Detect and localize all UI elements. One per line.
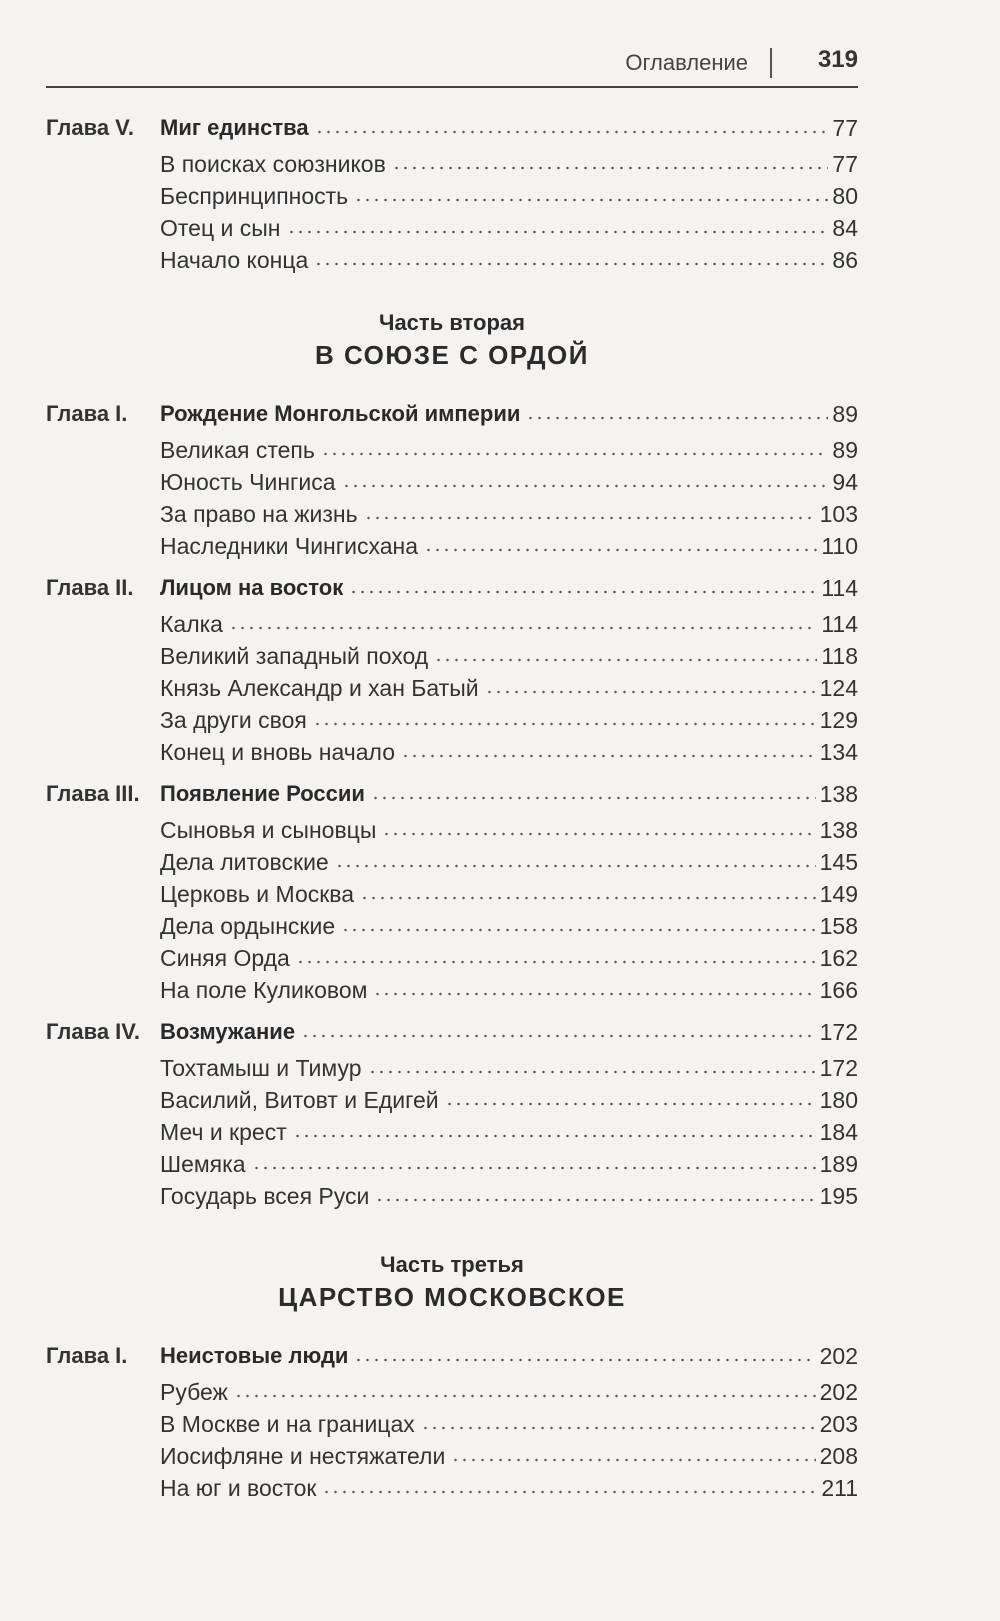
chapter-label: Глава II. — [46, 575, 134, 600]
toc-chapter-row[interactable] — [46, 572, 858, 602]
dot-leader — [401, 752, 816, 760]
entry-page-number: 166 — [819, 977, 858, 1003]
entry-page-number: 138 — [819, 817, 858, 843]
entry-title: На поле Куликовом — [160, 977, 368, 1003]
toc-entry — [160, 1442, 858, 1470]
entry-page-number: 172 — [819, 1055, 858, 1081]
toc-entry-row[interactable] — [46, 1116, 858, 1146]
entry-title: Василий, Витовт и Едигей — [160, 1087, 439, 1113]
dot-leader — [445, 1100, 816, 1108]
dot-leader — [526, 414, 828, 422]
toc-entry-row[interactable] — [46, 704, 858, 734]
chapter-title: Рождение Монгольской империи — [160, 401, 521, 426]
entry-page-number: 162 — [819, 945, 858, 971]
dot-leader — [375, 1196, 815, 1204]
toc-entry — [160, 706, 858, 734]
toc-entry-row[interactable] — [46, 910, 858, 940]
chapter-label: Глава III. — [46, 781, 140, 806]
part-heading — [46, 1252, 858, 1313]
toc-entry — [160, 532, 858, 560]
toc-entry-row[interactable] — [46, 1408, 858, 1438]
entry-page-number: 138 — [819, 781, 858, 807]
toc-entry-row[interactable] — [46, 942, 858, 972]
dot-leader — [229, 624, 817, 632]
entry-page-number: 202 — [819, 1379, 858, 1405]
dot-leader — [314, 260, 828, 268]
entry-page-number: 134 — [819, 739, 858, 765]
entry-page-number: 110 — [821, 533, 858, 559]
toc-entry-row[interactable] — [46, 180, 858, 210]
toc-entry-row[interactable] — [46, 814, 858, 844]
entry-page-number: 89 — [832, 437, 858, 463]
entry-page-number: 89 — [832, 401, 858, 427]
toc-entry-row[interactable] — [46, 1052, 858, 1082]
dot-leader — [349, 588, 817, 596]
toc-entry — [160, 214, 858, 242]
chapter-title: Миг единства — [160, 115, 309, 140]
entry-page-number: 211 — [821, 1475, 858, 1501]
toc-entry — [160, 848, 858, 876]
toc-entry — [160, 150, 858, 178]
toc-entry — [160, 1054, 858, 1082]
toc-entry-row[interactable] — [46, 1084, 858, 1114]
dot-leader — [301, 1032, 816, 1040]
entry-title: Великая степь — [160, 437, 315, 463]
entry-page-number: 124 — [819, 675, 858, 701]
entry-page-number: 145 — [819, 849, 858, 875]
toc-entry — [160, 1086, 858, 1114]
toc-chapter-row[interactable] — [46, 1340, 858, 1370]
toc-entry-row[interactable] — [46, 148, 858, 178]
toc-entry — [160, 246, 858, 274]
toc-entry — [160, 182, 858, 210]
toc-entry — [160, 436, 858, 464]
toc-entry-row[interactable] — [46, 1148, 858, 1178]
entry-title: За други своя — [160, 707, 307, 733]
entry-title: Церковь и Москва — [160, 881, 355, 907]
entry-title: Начало конца — [160, 247, 309, 273]
toc-entry-row[interactable] — [46, 672, 858, 702]
entry-page-number: 118 — [821, 643, 858, 669]
page-number: 319 — [817, 46, 858, 73]
toc-entry-row[interactable] — [46, 640, 858, 670]
toc-entry — [160, 912, 858, 940]
entry-page-number: 184 — [819, 1119, 858, 1145]
dot-leader — [342, 482, 829, 490]
dot-leader — [354, 1356, 815, 1364]
toc-entry — [160, 1342, 858, 1370]
dot-leader — [341, 926, 816, 934]
entry-page-number: 203 — [819, 1411, 858, 1437]
entry-title: Юность Чингиса — [160, 469, 336, 495]
toc-entry — [160, 610, 858, 638]
toc-entry — [160, 738, 858, 766]
chapter-title: Лицом на восток — [160, 575, 344, 600]
entry-title: Меч и крест — [160, 1119, 287, 1145]
entry-page-number: 202 — [819, 1343, 858, 1369]
entry-page-number: 172 — [819, 1019, 858, 1045]
entry-page-number: 94 — [832, 469, 858, 495]
entry-title: В поисках союзников — [160, 151, 386, 177]
entry-page-number: 77 — [832, 151, 858, 177]
dot-leader — [360, 894, 816, 902]
toc-entry — [160, 816, 858, 844]
toc-entry — [160, 114, 858, 142]
dot-leader — [322, 1488, 817, 1496]
dot-leader — [392, 164, 829, 172]
entry-title: Конец и вновь начало — [160, 739, 396, 765]
entry-page-number: 158 — [819, 913, 858, 939]
entry-title: В Москве и на границах — [160, 1411, 415, 1437]
toc-entry — [160, 780, 858, 808]
toc-entry — [160, 500, 858, 528]
entry-page-number: 80 — [832, 183, 858, 209]
entry-title: Калка — [160, 611, 223, 637]
entry-title: Князь Александр и хан Батый — [160, 675, 479, 701]
chapter-label: Глава I. — [46, 1343, 128, 1368]
entry-title: Синяя Орда — [160, 945, 290, 971]
toc-entry — [160, 880, 858, 908]
entry-page-number: 208 — [819, 1443, 858, 1469]
running-title: Оглавление — [625, 50, 748, 75]
toc-entry-row[interactable] — [46, 736, 858, 766]
entry-title: Государь всея Руси — [160, 1183, 370, 1209]
chapter-label: Глава V. — [46, 115, 134, 140]
dot-leader — [451, 1456, 815, 1464]
entry-page-number: 180 — [819, 1087, 858, 1113]
toc-entry — [160, 1378, 858, 1406]
entry-title: Великий западный поход — [160, 643, 429, 669]
entry-page-number: 86 — [832, 247, 858, 273]
toc-entry-row[interactable] — [46, 434, 858, 464]
dot-leader — [296, 958, 816, 966]
running-header — [46, 40, 858, 88]
dot-leader — [315, 128, 829, 136]
toc-entry — [160, 1410, 858, 1438]
part-heading — [46, 310, 858, 371]
toc-entry-row[interactable] — [46, 212, 858, 242]
dot-leader — [234, 1392, 816, 1400]
toc-entry — [160, 468, 858, 496]
entry-page-number: 129 — [819, 707, 858, 733]
entry-title: Сыновья и сыновцы — [160, 817, 377, 843]
toc-entry-row[interactable] — [46, 244, 858, 274]
toc-entry — [160, 1018, 858, 1046]
dot-leader — [421, 1424, 816, 1432]
entry-page-number: 77 — [832, 115, 858, 141]
toc-entry-row[interactable] — [46, 1376, 858, 1406]
part-label: Часть третья — [380, 1252, 524, 1277]
dot-leader — [335, 862, 816, 870]
part-label: Часть вторая — [378, 310, 525, 335]
toc-entry-row[interactable] — [46, 530, 858, 560]
toc-entry — [160, 1118, 858, 1146]
toc-entry — [160, 642, 858, 670]
entry-page-number: 84 — [832, 215, 858, 241]
toc-entry — [160, 1182, 858, 1210]
entry-title: Отец и сын — [160, 215, 281, 241]
part-title: В СОЮЗЕ С ОРДОЙ — [315, 340, 589, 370]
entry-page-number: 114 — [821, 611, 858, 637]
entry-title: Наследники Чингисхана — [160, 533, 419, 559]
dot-leader — [321, 450, 829, 458]
chapter-title: Появление России — [160, 781, 365, 806]
header-separator — [770, 48, 772, 78]
toc-entry-row[interactable] — [46, 878, 858, 908]
part-title: ЦАРСТВО МОСКОВСКОЕ — [278, 1282, 626, 1312]
toc-entry-row[interactable] — [46, 974, 858, 1004]
toc-entry-row[interactable] — [46, 498, 858, 528]
toc-entry — [160, 976, 858, 1004]
dot-leader — [424, 546, 817, 554]
entry-title: За право на жизнь — [160, 501, 358, 527]
toc-entry-row[interactable] — [46, 466, 858, 496]
chapter-label: Глава I. — [46, 401, 128, 426]
entry-page-number: 189 — [819, 1151, 858, 1177]
dot-leader — [434, 656, 817, 664]
toc-entry — [160, 400, 858, 428]
toc-chapter-row[interactable] — [46, 778, 858, 808]
dot-leader — [382, 830, 815, 838]
toc-entry — [160, 1474, 858, 1502]
toc-entry-row[interactable] — [46, 608, 858, 638]
entry-title: Беспринципность — [160, 183, 349, 209]
dot-leader — [293, 1132, 816, 1140]
dot-leader — [485, 688, 816, 696]
dot-leader — [354, 196, 828, 204]
toc-entry — [160, 574, 858, 602]
toc-entry-row[interactable] — [46, 1472, 858, 1502]
dot-leader — [368, 1068, 816, 1076]
entry-page-number: 149 — [819, 881, 858, 907]
dot-leader — [364, 514, 816, 522]
toc-entry — [160, 674, 858, 702]
chapter-title: Возмужание — [160, 1019, 296, 1044]
toc-entry-row[interactable] — [46, 1440, 858, 1470]
dot-leader — [373, 990, 815, 998]
dot-leader — [313, 720, 816, 728]
entry-title: Тохтамыш и Тимур — [160, 1055, 362, 1081]
toc-entry-row[interactable] — [46, 1180, 858, 1210]
entry-page-number: 114 — [821, 575, 858, 601]
chapter-title: Неистовые люди — [160, 1343, 349, 1368]
toc-chapter-row[interactable] — [46, 398, 858, 428]
entry-page-number: 195 — [819, 1183, 858, 1209]
entry-title: Шемяка — [160, 1151, 246, 1177]
entry-title: Иосифляне и нестяжатели — [160, 1443, 446, 1469]
dot-leader — [252, 1164, 816, 1172]
dot-leader — [371, 794, 816, 802]
entry-title: Дела литовские — [160, 849, 329, 875]
toc-entry-row[interactable] — [46, 846, 858, 876]
toc-entry — [160, 944, 858, 972]
entry-title: На юг и восток — [160, 1475, 317, 1501]
toc-chapter-row[interactable] — [46, 112, 858, 142]
entry-page-number: 103 — [819, 501, 858, 527]
toc-entry — [160, 1150, 858, 1178]
toc-chapter-row[interactable] — [46, 1016, 858, 1046]
chapter-label: Глава IV. — [46, 1019, 141, 1044]
entry-title: Рубеж — [160, 1379, 228, 1405]
dot-leader — [287, 228, 829, 236]
entry-title: Дела ордынские — [160, 913, 336, 939]
